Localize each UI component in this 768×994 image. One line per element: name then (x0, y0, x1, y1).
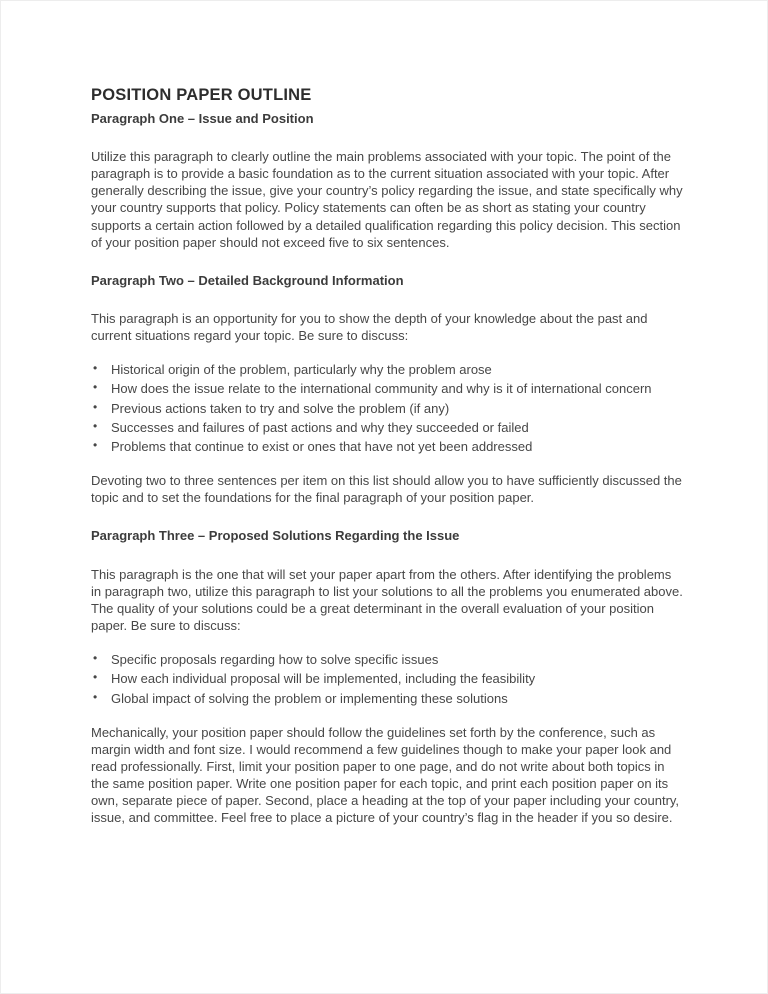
bullet-item: • Global impact of solving the problem or implementing these solutions (107, 690, 683, 707)
section-one-body-paragraph: Utilize this paragraph to clearly outline the main problems associated with your topic. The point of the paragraph is to provide a basic foundation as to the current situation associated with your topic. After generally describing the issue, give your country’s policy regarding the issue, and state specifically why your country supports that policy. Policy statements can often be as short as stating your country supports a certain action followed by a detailed qualification regarding this policy decision. This section of your position paper should not exceed five to six sentences. (91, 148, 683, 250)
document-title: POSITION PAPER OUTLINE (91, 86, 312, 104)
section-heading-paragraph-one: Paragraph One – Issue and Position (91, 110, 314, 126)
document-page (1, 1, 767, 993)
bullet-item: • How does the issue relate to the international community and why is it of international concern (107, 380, 683, 397)
section-heading-paragraph-three: Paragraph Three – Proposed Solutions Regarding the Issue (91, 528, 460, 544)
section-two-bullet-list (91, 361, 683, 455)
section-two-closing-paragraph: Devoting two to three sentences per item on this list should allow you to have sufficiently discussed the topic and to set the foundations for the final paragraph of your position paper. (91, 473, 682, 506)
section-three-body-paragraph: This paragraph is the one that will set your paper apart from the others. After identifying the problems in paragraph two, utilize this paragraph to list your solutions to all the problems you enumerated above. The quality of your solutions could be a great determinant in the overall evaluation of your position paper. Be sure to discuss: (91, 566, 683, 634)
bullet-item: • Specific proposals regarding how to solve specific issues (107, 651, 683, 668)
bullet-item: • How each individual proposal will be implemented, including the feasibility (107, 670, 683, 687)
section-two-body-paragraph: This paragraph is an opportunity for you to show the depth of your knowledge about the past and current situations regard your topic. Be sure to discuss: (91, 311, 648, 344)
bullet-item: • Problems that continue to exist or ones that have not yet been addressed (107, 438, 683, 455)
section-three-bullet-list (91, 651, 683, 706)
section-heading-paragraph-two: Paragraph Two – Detailed Background Information (91, 272, 404, 288)
section-three-closing-paragraph: Mechanically, your position paper should follow the guidelines set forth by the conference, such as margin width and font size. I would recommend a few guidelines though to make your paper look and read professionally. First, limit your position paper to one page, and do not write about both topics in the same position paper. Write one position paper for each topic, and print each position paper on its own, separate piece of paper. Second, place a heading at the top of your paper including your country, issue, and committee. Feel free to place a picture of your country’s flag in the header if you so desire. (91, 724, 680, 826)
bullet-item: • Historical origin of the problem, particularly why the problem arose (107, 361, 683, 378)
bullet-item: • Previous actions taken to try and solve the problem (if any) (107, 400, 683, 417)
bullet-item: • Successes and failures of past actions and why they succeeded or failed (107, 419, 683, 436)
